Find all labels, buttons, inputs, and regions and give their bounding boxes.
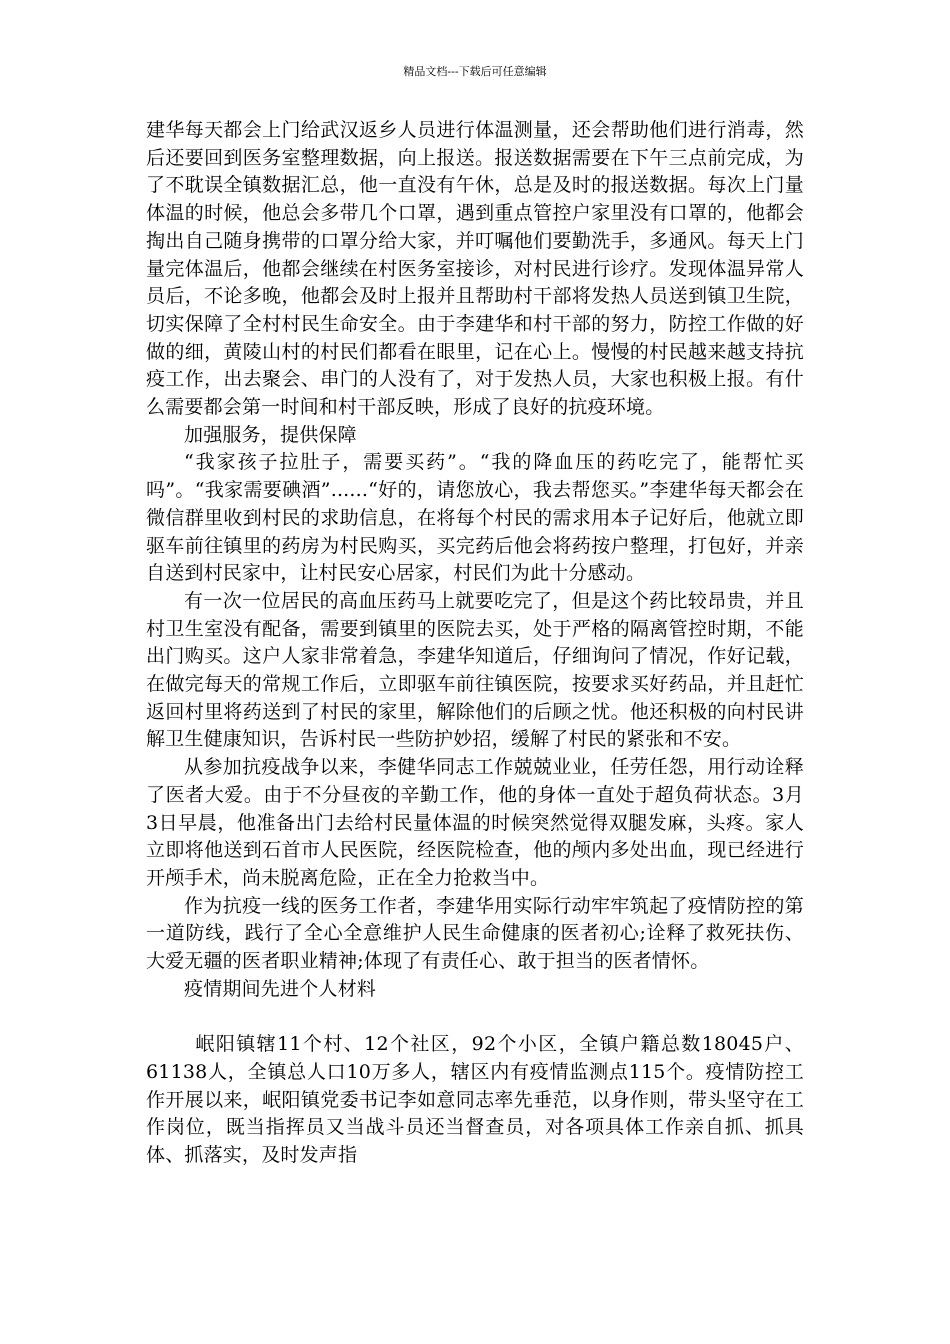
paragraph-2: “我家孩子拉肚子，需要买药”。“我的降血压的药吃完了，能帮忙买吗”。“我家需要碘酒”......“好的，请您放心，我去帮您买。”李建华每天都会在微信群里收到村民的求助信息，在将每个村民的需求用本子记好后，他就立即驱车前往镇里的药房为村民购买，买完药后他会将药按户整理，打包好，并亲自送到村民家中，让村民安心居家，村民们为此十分感动。 bbox=[146, 451, 804, 585]
section-heading-service: 加强服务，提供保障 bbox=[184, 423, 357, 446]
section-heading-advanced-individual: 疫情期间先进个人材料 bbox=[184, 977, 377, 1000]
paragraph-6: 岷阳镇辖11个村、12个社区，92个小区，全镇户籍总数18045户、61138人，全镇总人口10万多人，辖区内有疫情监测点115个。疫情防控工作开展以来，岷阳镇党委书记李如意同志率先垂范，以身作则，带头坚守在工作岗位，既当指挥员又当战斗员还当督查员，对各项具体工作亲自抓、抓具体、抓落实，及时发声指 bbox=[146, 1033, 804, 1166]
blank-line bbox=[146, 1004, 804, 1032]
document-body bbox=[146, 117, 804, 1170]
page-header: 精品文档---下载后可任意编辑 bbox=[403, 65, 547, 78]
paragraph-5: 作为抗疫一线的医务工作者，李建华用实际行动牢牢筑起了疫情防控的第一道防线，践行了全心全意维护人民生命健康的医者初心;诠释了救死扶伤、大爱无疆的医者职业精神;体现了有责任心、敢于担当的医者情怀。 bbox=[146, 894, 804, 973]
paragraph-3: 有一次一位居民的高血压药马上就要吃完了，但是这个药比较昂贵，并且村卫生室没有配备，需要到镇里的医院去买，处于严格的隔离管控时期，不能出门购买。这户人家非常着急，李建华知道后，仔细询问了情况，作好记载，在做完每天的常规工作后，立即驱车前往镇医院，按要求买好药品，并且赶忙返回村里将药送到了村民的家里，解除他们的后顾之忧。他还积极的向村民讲解卫生健康知识，告诉村民一些防护妙招，缓解了村民的紧张和不安。 bbox=[146, 589, 804, 751]
paragraph-1: 建华每天都会上门给武汉返乡人员进行体温测量，还会帮助他们进行消毒，然后还要回到医务室整理数据，向上报送。报送数据需要在下午三点前完成，为了不耽误全镇数据汇总，他一直没有午休，总是及时的报送数据。每次上门量体温的时候，他总会多带几个口罩，遇到重点管控户家里没有口罩的，他都会掏出自己随身携带的口罩分给大家，并叮嘱他们要勤洗手，多通风。每天上门量完体温后，他都会继续在村医务室接诊，对村民进行诊疗。发现体温异常人员后，不论多晚，他都会及时上报并且帮助村干部将发热人员送到镇卫生院，切实保障了全村村民生命安全。由于李建华和村干部的努力，防控工作做的好做的细，黄陵山村的村民们都看在眼里，记在心上。慢慢的村民越来越支持抗疫工作，出去聚会、串门的人没有了，对于发热人员，大家也积极上报。有什么需要都会第一时间和村干部反映，形成了良好的抗疫环境。 bbox=[146, 119, 804, 419]
paragraph-4: 从参加抗疫战争以来，李健华同志工作兢兢业业，任劳任怨，用行动诠释了医者大爱。由于不分昼夜的辛勤工作，他的身体一直处于超负荷状态。3月3日早晨，他准备出门去给村民量体温的时候突然觉得双腿发麻，头疼。家人立即将他送到石首市人民医院，经医院检查，他的颅内多处出血，现已经进行开颅手术，尚未脱离危险，正在全力抢救当中。 bbox=[146, 756, 804, 889]
